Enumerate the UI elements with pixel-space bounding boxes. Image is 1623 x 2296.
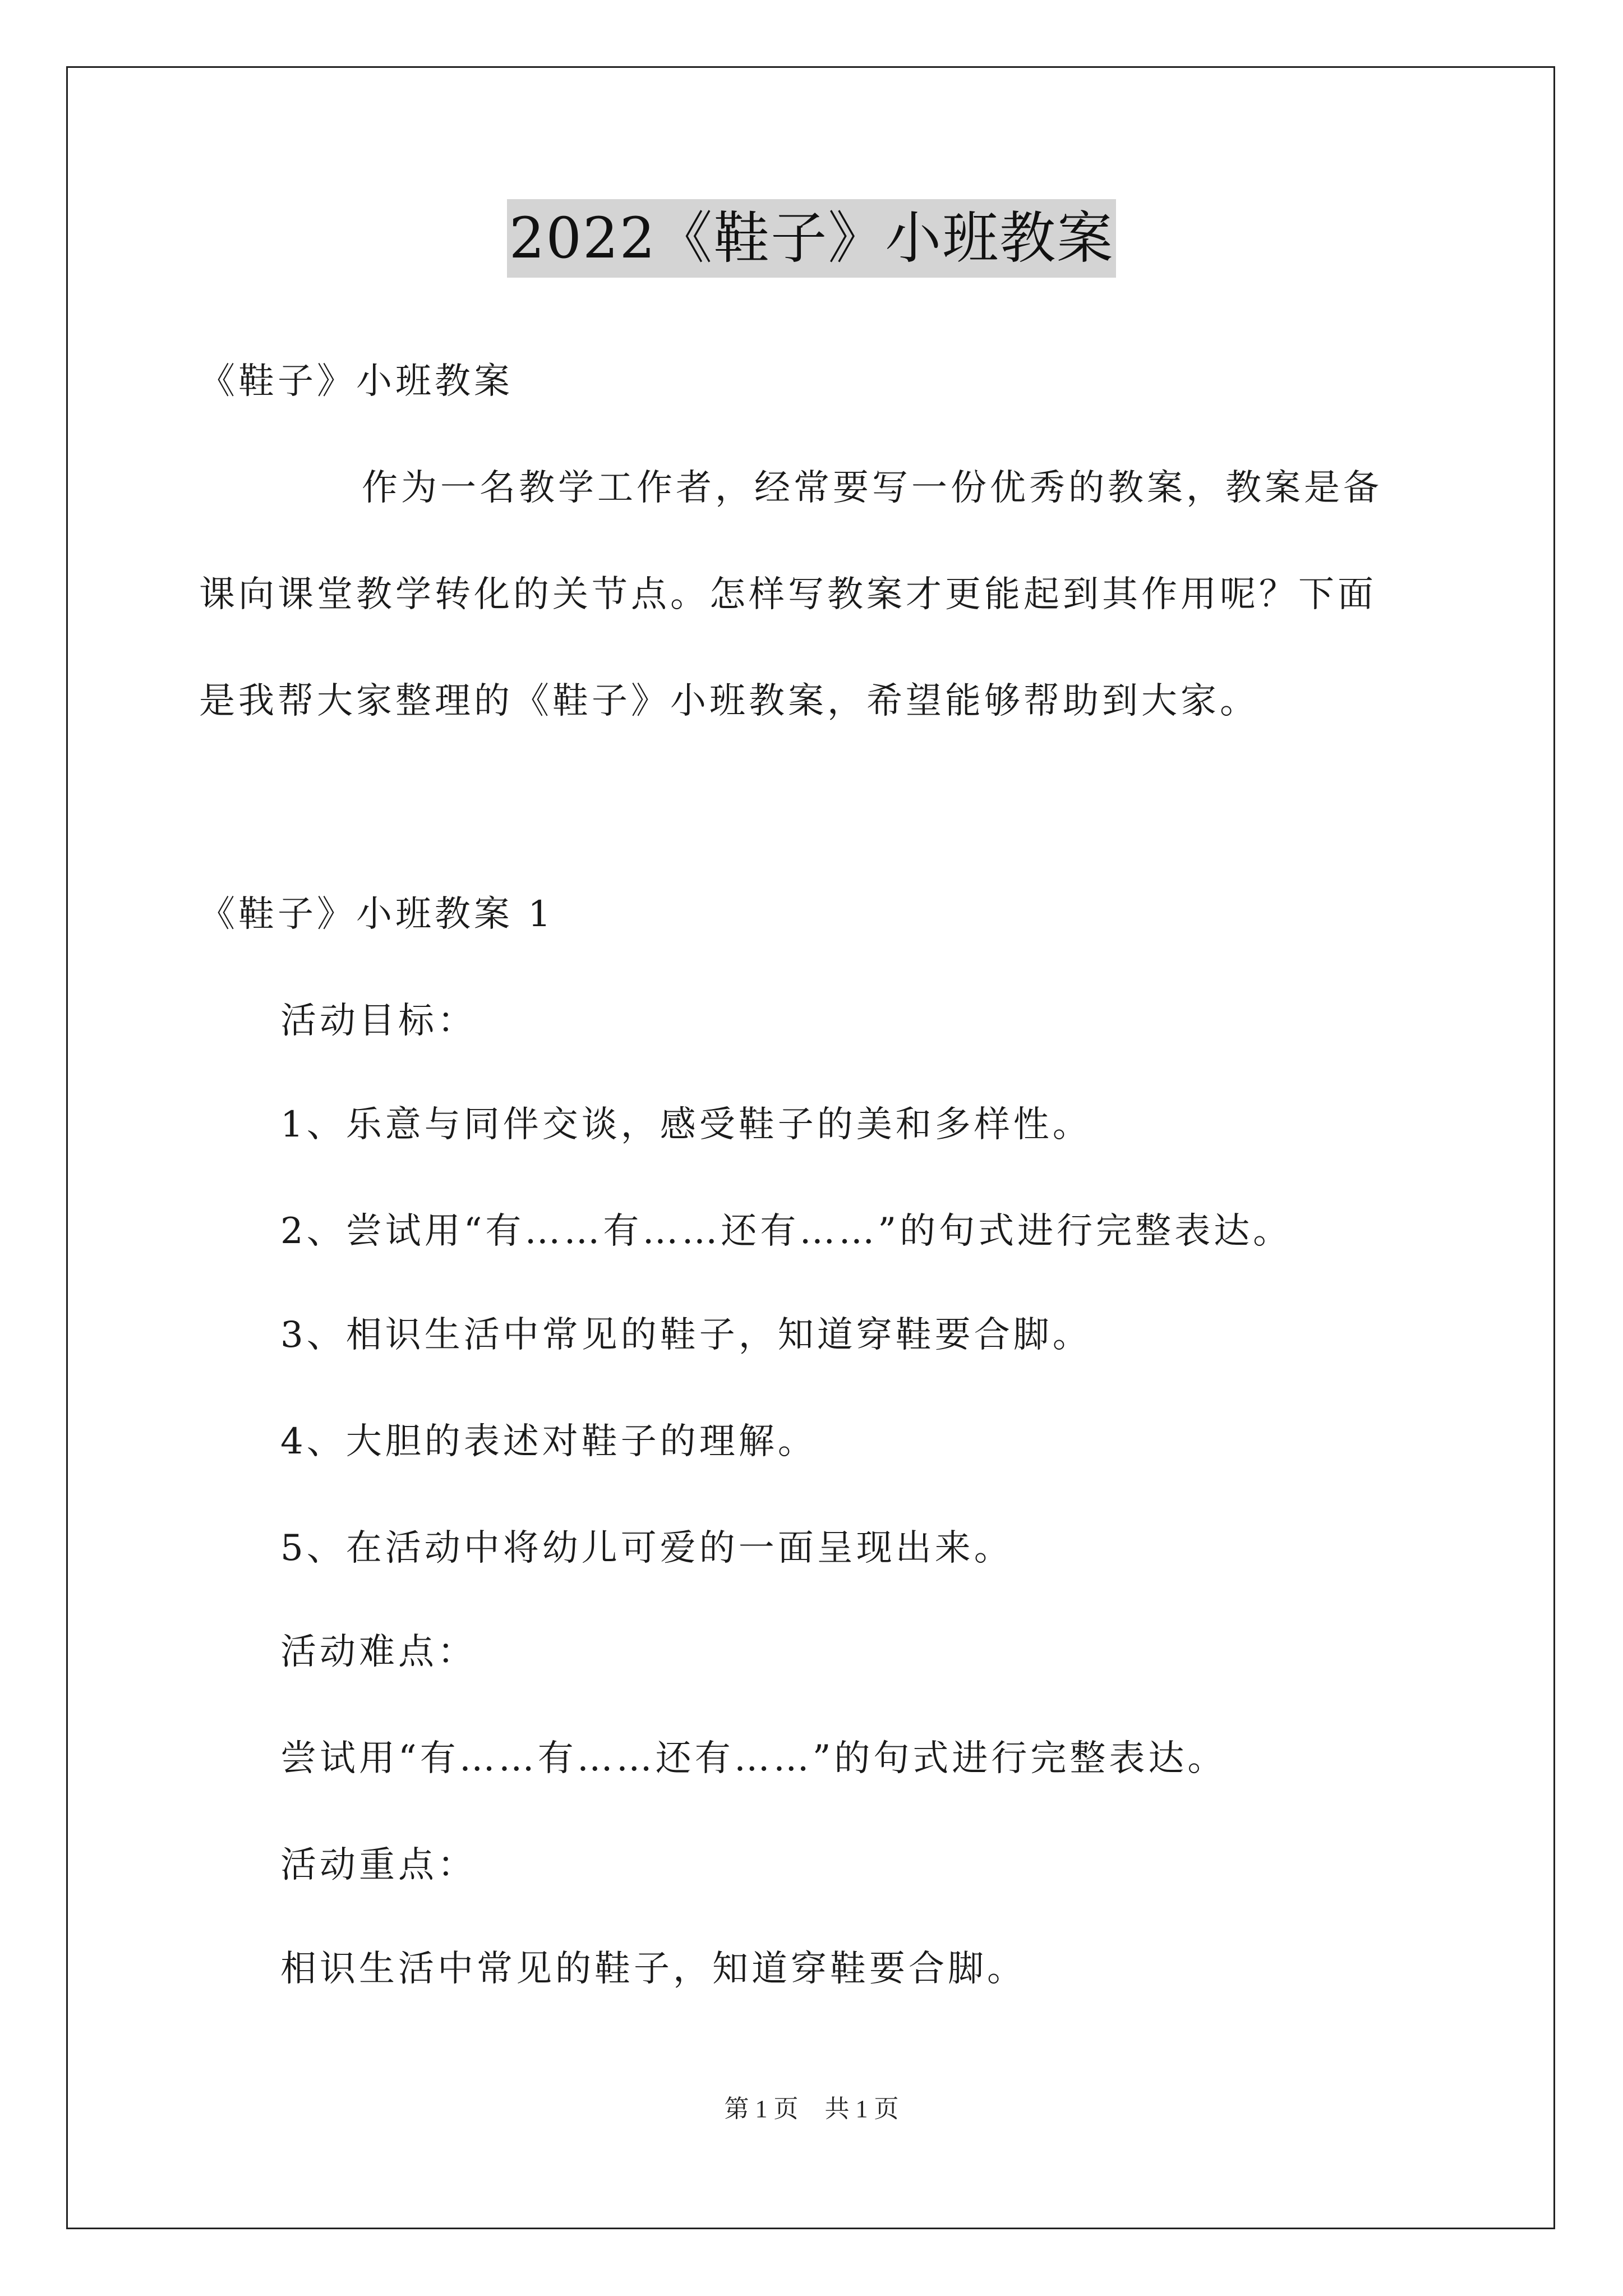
section-heading: 《鞋子》小班教案 1 <box>199 894 555 935</box>
goals-heading: 活动目标： <box>280 1000 477 1042</box>
intro-line-3: 是我帮大家整理的《鞋子》小班教案，希望能够帮助到大家。 <box>199 680 1259 722</box>
goal-item-3: 3、相识生活中常见的鞋子，知道穿鞋要合脚。 <box>280 1314 1092 1356</box>
key-heading: 活动重点： <box>280 1844 477 1886</box>
page-number-total: 共 1 页 <box>824 2095 899 2123</box>
goal-item-2: 2、尝试用“有……有……还有……”的句式进行完整表达。 <box>280 1211 1293 1252</box>
difficulty-text: 尝试用“有……有……还有……”的句式进行完整表达。 <box>280 1738 1227 1779</box>
document-subtitle: 《鞋子》小班教案 <box>199 361 513 402</box>
goal-item-5: 5、在活动中将幼儿可爱的一面呈现出来。 <box>280 1527 1013 1569</box>
goal-item-1: 1、乐意与同伴交谈，感受鞋子的美和多样性。 <box>280 1104 1092 1145</box>
difficulty-heading: 活动难点： <box>280 1631 477 1673</box>
title-container <box>0 199 1623 278</box>
intro-line-2: 课向课堂教学转化的关节点。怎样写教案才更能起到其作用呢？下面 <box>199 574 1377 615</box>
document-title: 2022《鞋子》小班教案 <box>507 199 1117 278</box>
intro-line-1: 作为一名教学工作者，经常要写一份优秀的教案，教案是备 <box>362 467 1382 509</box>
page-footer <box>0 2092 1623 2126</box>
goal-item-4: 4、大胆的表述对鞋子的理解。 <box>280 1421 817 1462</box>
key-text: 相识生活中常见的鞋子，知道穿鞋要合脚。 <box>280 1948 1026 1990</box>
page-number-current: 第 1 页 <box>724 2095 799 2123</box>
